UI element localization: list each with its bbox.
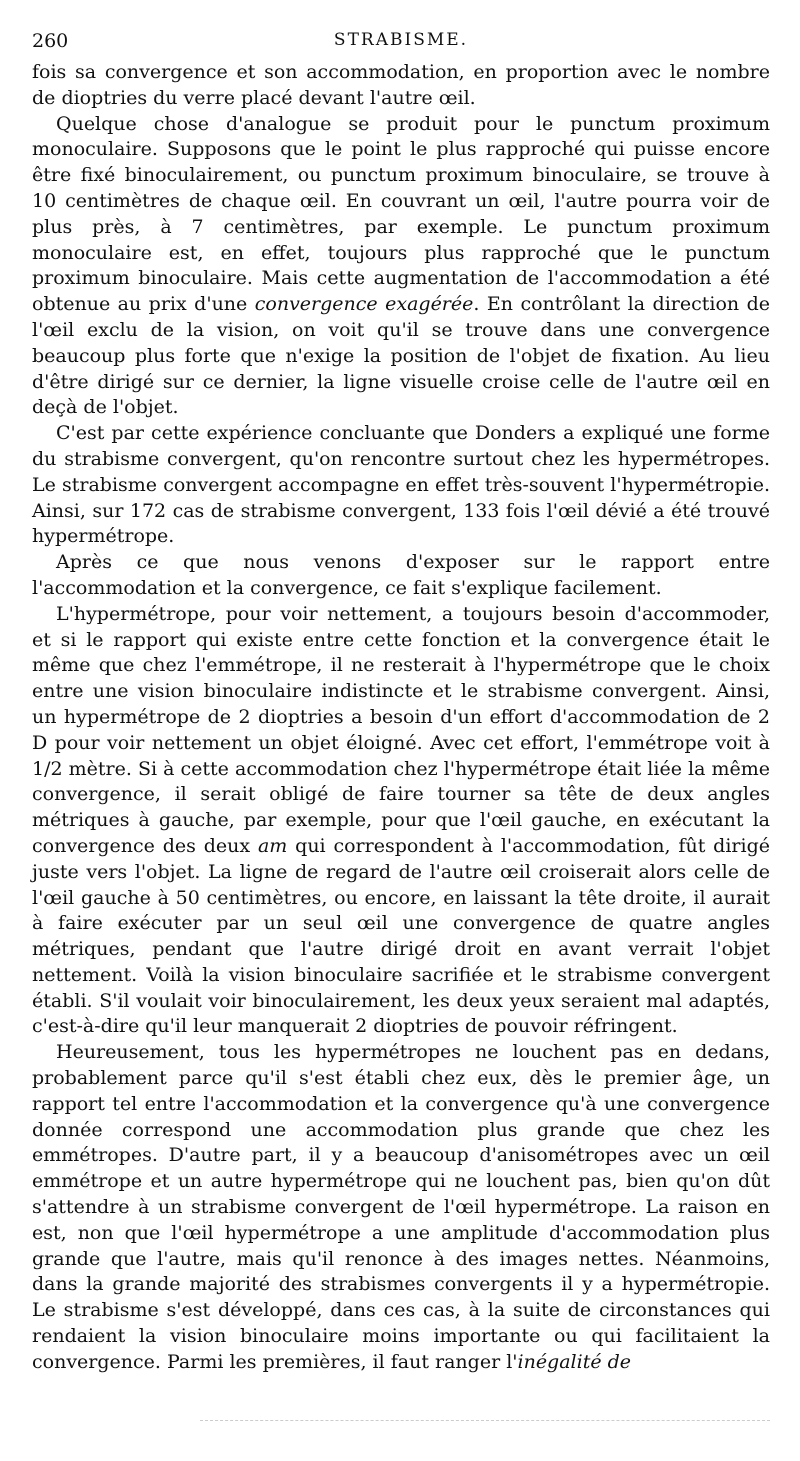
paragraph bbox=[32, 550, 770, 602]
page-bottom-rule bbox=[200, 1420, 770, 1421]
paragraph bbox=[32, 112, 770, 422]
paragraph bbox=[32, 60, 770, 112]
italic-text: inégalité de bbox=[517, 1350, 632, 1373]
text-run: Après ce que nous venons d'exposer sur le rapport entre l'accommodation et la convergence, ce fait s'explique facilement. bbox=[32, 551, 770, 599]
text-run: . En contrôlant la direction de l'œil exclu de la vision, on voit qu'il se trouve dans une convergence beaucoup plus forte que n'exige la position de l'objet de fixation. Au lieu d'être dirigé sur ce dernier, la ligne visuelle croise celle de l'autre œil en deçà de l'objet. bbox=[32, 293, 770, 419]
italic-text: am bbox=[257, 834, 288, 857]
book-page bbox=[32, 26, 770, 1376]
text-run: C'est par cette expérience concluante que Donders a expliqué une forme du strabisme convergent, qu'on rencontre surtout chez les hypermétropes. Le strabisme convergent accompagne en effet très-souvent l'hypermétropie. Ainsi, sur 172 cas de strabisme convergent, 133 fois l'œil dévié a été trouvé hypermétrope. bbox=[32, 422, 770, 548]
text-run: fois sa convergence et son accommodation, en proportion avec le nombre de dioptries du verre placé devant l'autre œil. bbox=[32, 61, 770, 109]
page-number: 260 bbox=[32, 30, 69, 52]
italic-text: convergence exagérée bbox=[254, 293, 474, 316]
paragraph bbox=[32, 421, 770, 550]
paragraph bbox=[32, 602, 770, 1041]
body-text bbox=[32, 60, 770, 1376]
text-run: Quelque chose d'analogue se produit pour le punctum proximum monoculaire. Supposons que le point le plus rapproché qui puisse encore être fixé binoculairement, ou punctum proximum binoculaire, se trouve à 10 centimètres de chaque œil. En couvrant un œil, l'autre pourra voir de plus près, à 7 centimètres, par exemple. Le punctum proximum monoculaire est, en effet, toujours plus rapproché que le punctum proximum binoculaire. Mais cette augmentation de l'accommodation a été obtenue au prix d'une bbox=[32, 112, 770, 316]
text-run: Heureusement, tous les hypermétropes ne louchent pas en dedans, probablement parce qu'il s'est établi chez eux, dès le premier âge, un rapport tel entre l'accommodation et la convergence qu'à une convergence donnée correspond une accommodation plus grande que chez les emmétropes. D'autre part, il y a beaucoup d'anisométropes avec un œil emmétrope et un autre hypermétrope qui ne louchent pas, bien qu'on dût s'attendre à un strabisme convergent de l'œil hypermétrope. La raison en est, non que l'œil hypermétrope a une amplitude d'accommodation plus grande que l'autre, mais qu'il renonce à des images nettes. Néanmoins, dans la grande majorité des strabismes convergents il y a hypermétropie. Le strabisme s'est développé, dans ces cas, à la suite de circonstances qui rendaient la vision binoculaire moins importante ou qui facilitaient la convergence. Parmi les premières, il faut ranger l' bbox=[32, 1041, 770, 1373]
page-header bbox=[32, 26, 770, 60]
text-run: L'hypermétrope, pour voir nettement, a toujours besoin d'accommoder, et si le rapport qui existe entre cette fonction et la convergence était le même que chez l'emmétrope, il ne resterait à l'hypermétrope que le choix entre une vision binoculaire indistincte et le strabisme convergent. Ainsi, un hypermétrope de 2 dioptries a besoin d'un effort d'accommodation de 2 D pour voir nettement un objet éloigné. Avec cet effort, l'emmétrope voit à 1/2 mètre. Si à cette accommodation chez l'hypermétrope était liée la même convergence, il serait obligé de faire tourner sa tête de deux angles métriques à gauche, par exemple, pour que l'œil gauche, en exécutant la convergence des deux bbox=[32, 602, 770, 857]
running-title: STRABISME. bbox=[333, 30, 469, 50]
text-run: qui correspondent à l'accommodation, fût dirigé juste vers l'objet. La ligne de regard de l'autre œil croiserait alors celle de l'œil gauche à 50 centimètres, ou encore, en laissant la tête droite, il aurait à faire exécuter par un seul œil une convergence de quatre angles métriques, pendant que l'autre dirigé droit en avant verrait l'objet nettement. Voilà la vision binoculaire sacrifiée et le strabisme convergent établi. S'il voulait voir binoculairement, les deux yeux seraient mal adaptés, c'est-à-dire qu'il leur manquerait 2 dioptries de pouvoir réfringent. bbox=[32, 834, 770, 1038]
paragraph bbox=[32, 1040, 770, 1375]
